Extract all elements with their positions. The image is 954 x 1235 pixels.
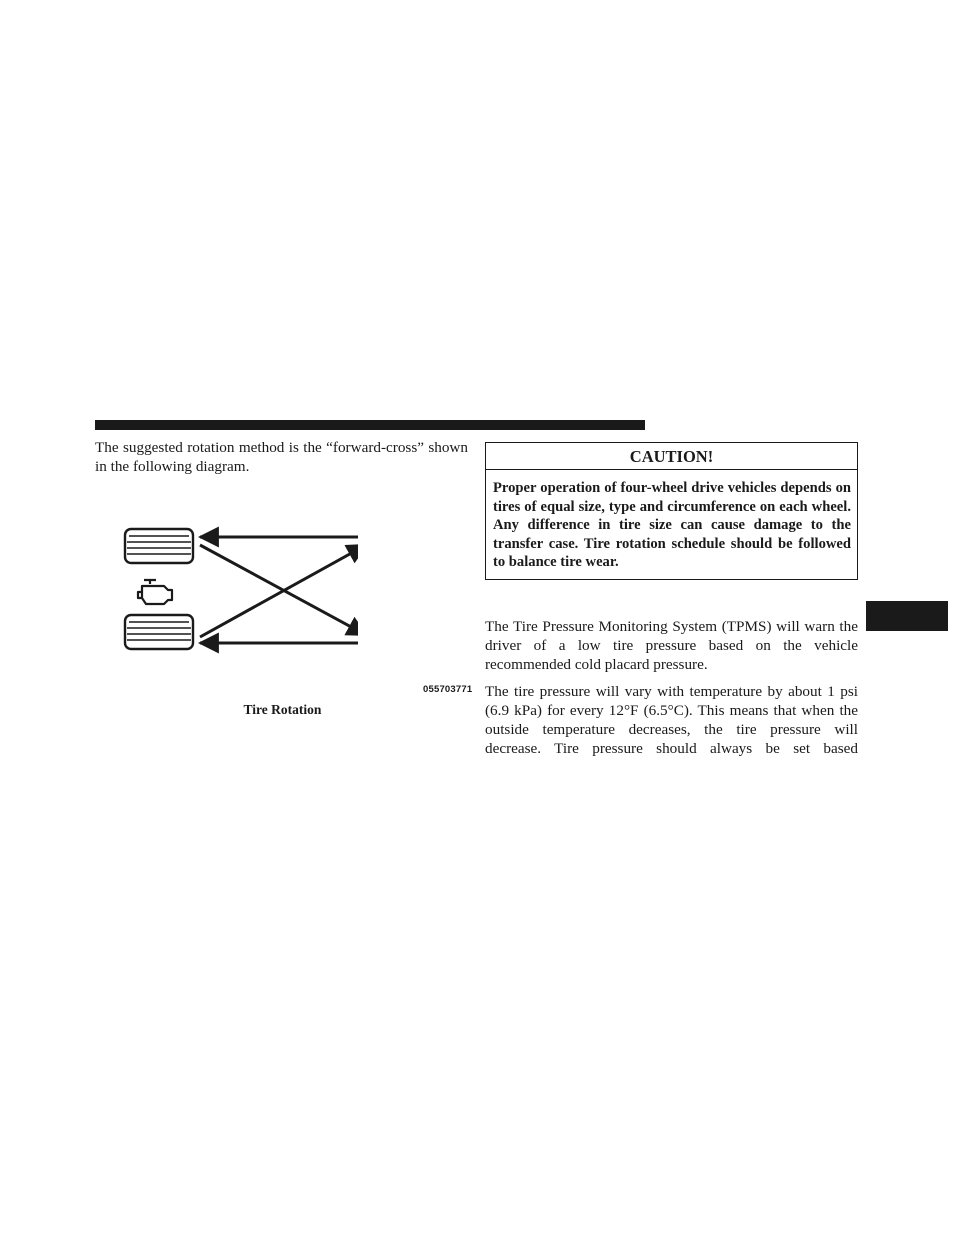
rotation-arrows bbox=[200, 537, 358, 643]
caution-text: Proper operation of four-wheel drive vehicles depends on tires of equal size, type and circumference on each wheel. Any difference in tire size can cause damage to the transfer case. Tire rotation schedule should be followed to balance tire wear. bbox=[493, 480, 851, 571]
tire-icon bbox=[125, 615, 193, 649]
tpms-paragraph: The Tire Pressure Monitoring System (TPMS) will warn the driver of a low tire pressure based on the vehicle recommended cold placard pressure. bbox=[485, 618, 858, 673]
section-tab bbox=[866, 601, 948, 631]
tire-rotation-diagram bbox=[118, 520, 358, 660]
figure-code: 055703771 bbox=[423, 684, 473, 695]
arrow-front-left-to-rear-right bbox=[200, 545, 358, 635]
caution-box bbox=[485, 442, 858, 580]
engine-icon bbox=[138, 580, 172, 604]
caution-heading: CAUTION! bbox=[486, 443, 857, 470]
temperature-paragraph: The tire pressure will vary with temperature by about 1 psi (6.9 kPa) for every 12°F (6.5°C). This means that when the outside temperature decreases, the tire pressure will decrease. Tire pressure should always be set based bbox=[485, 683, 858, 757]
header-rule bbox=[95, 420, 645, 430]
intro-paragraph: The suggested rotation method is the “forward-cross” shown in the following diagram. bbox=[95, 439, 468, 475]
figure-caption: Tire Rotation bbox=[243, 702, 322, 717]
tire-icon bbox=[125, 529, 193, 563]
